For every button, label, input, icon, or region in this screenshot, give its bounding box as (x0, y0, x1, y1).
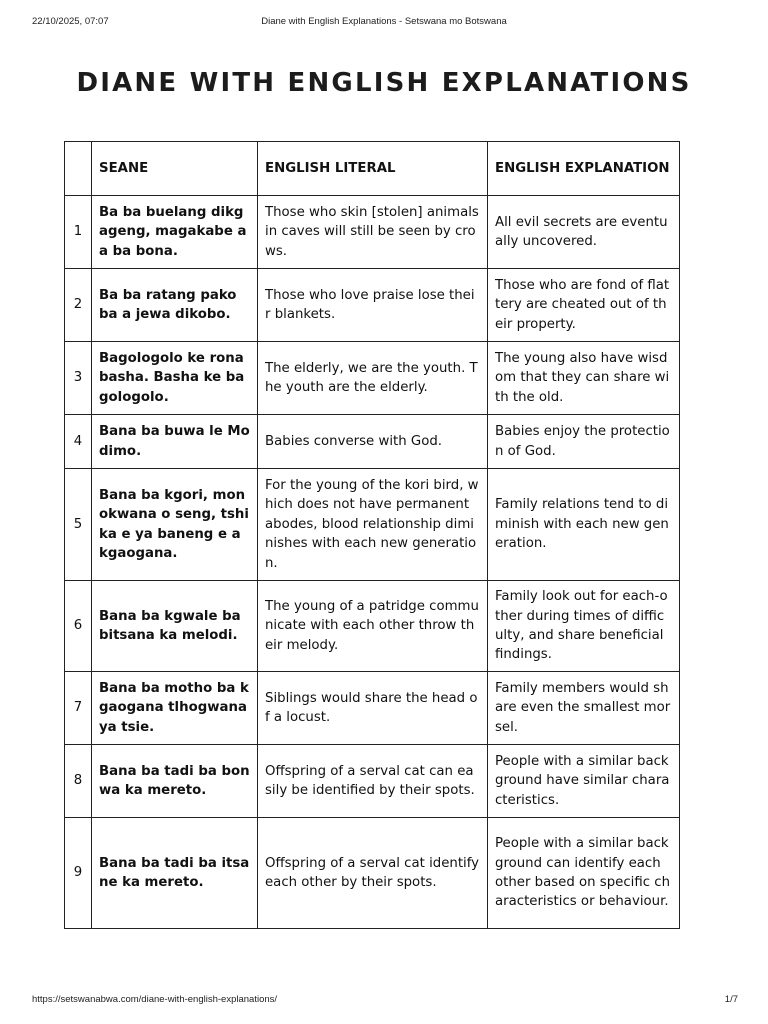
literal-cell: The elderly, we are the youth. The youth are the elderly. (258, 342, 488, 415)
row-number: 7 (65, 672, 92, 745)
row-number: 3 (65, 342, 92, 415)
header-seane: SEANE (92, 142, 258, 196)
table-row (65, 269, 680, 342)
literal-cell: Those who love praise lose their blankets. (258, 269, 488, 342)
header-english-explanation: ENGLISH EXPLANATION (488, 142, 680, 196)
seane-cell: Bana ba buwa le Modimo. (92, 415, 258, 469)
table-row (65, 818, 680, 929)
explanation-cell: Family relations tend to diminish with each new generation. (488, 469, 680, 581)
explanation-cell: All evil secrets are eventually uncovered. (488, 196, 680, 269)
literal-cell: Those who skin [stolen] animals in caves will still be seen by crows. (258, 196, 488, 269)
page-url: https://setswanabwa.com/diane-with-english-explanations/ (32, 994, 278, 1005)
literal-cell: Offspring of a serval cat can easily be identified by their spots. (258, 745, 488, 818)
row-number: 1 (65, 196, 92, 269)
literal-cell: For the young of the kori bird, which does not have permanent abodes, blood relationship diminishes with each new generation. (258, 469, 488, 581)
header-english-literal: ENGLISH LITERAL (258, 142, 488, 196)
explanation-cell: Family members would share even the smallest morsel. (488, 672, 680, 745)
explanation-cell: Babies enjoy the protection of God. (488, 415, 680, 469)
table-header-row (65, 142, 680, 196)
literal-cell: Babies converse with God. (258, 415, 488, 469)
explanation-cell: People with a similar background can identify each other based on specific characteristics or behaviour. (488, 818, 680, 929)
seane-cell: Bana ba motho ba kgaogana tlhogwana ya tsie. (92, 672, 258, 745)
table-row (65, 581, 680, 672)
seane-cell: Ba ba ratang pako ba a jewa dikobo. (92, 269, 258, 342)
explanation-cell: Those who are fond of flattery are cheated out of their property. (488, 269, 680, 342)
print-date: 22/10/2025, 07:07 (32, 16, 109, 27)
seane-cell: Bagologolo ke rona basha. Basha ke bagologolo. (92, 342, 258, 415)
explanation-cell: The young also have wisdom that they can share with the old. (488, 342, 680, 415)
print-header (0, 16, 768, 32)
print-footer (0, 994, 768, 1010)
row-number: 2 (65, 269, 92, 342)
proverbs-table (64, 141, 680, 929)
page-title: DIANE WITH ENGLISH EXPLANATIONS (76, 68, 692, 98)
literal-cell: The young of a patridge communicate with each other throw their melody. (258, 581, 488, 672)
table-row (65, 745, 680, 818)
row-number: 9 (65, 818, 92, 929)
row-number: 5 (65, 469, 92, 581)
print-document-title: Diane with English Explanations - Setswana mo Botswana (261, 16, 507, 27)
table-row (65, 342, 680, 415)
seane-cell: Bana ba kgori, mon okwana o seng, tshi ka e ya baneng e a kgaogana. (92, 469, 258, 581)
header-number (65, 142, 92, 196)
table-row (65, 469, 680, 581)
row-number: 4 (65, 415, 92, 469)
seane-cell: Ba ba buelang dikgageng, magakabe a a ba bona. (92, 196, 258, 269)
seane-cell: Bana ba tadi ba itsane ka mereto. (92, 818, 258, 929)
table-row (65, 196, 680, 269)
table-row (65, 415, 680, 469)
explanation-cell: Family look out for each-other during times of difficulty, and share beneficial findings. (488, 581, 680, 672)
table-row (65, 672, 680, 745)
row-number: 8 (65, 745, 92, 818)
seane-cell: Bana ba tadi ba bonwa ka mereto. (92, 745, 258, 818)
literal-cell: Offspring of a serval cat identify each other by their spots. (258, 818, 488, 929)
seane-cell: Bana ba kgwale ba bitsana ka melodi. (92, 581, 258, 672)
literal-cell: Siblings would share the head of a locust. (258, 672, 488, 745)
page-number: 1/7 (724, 994, 738, 1005)
explanation-cell: People with a similar background have similar characteristics. (488, 745, 680, 818)
row-number: 6 (65, 581, 92, 672)
